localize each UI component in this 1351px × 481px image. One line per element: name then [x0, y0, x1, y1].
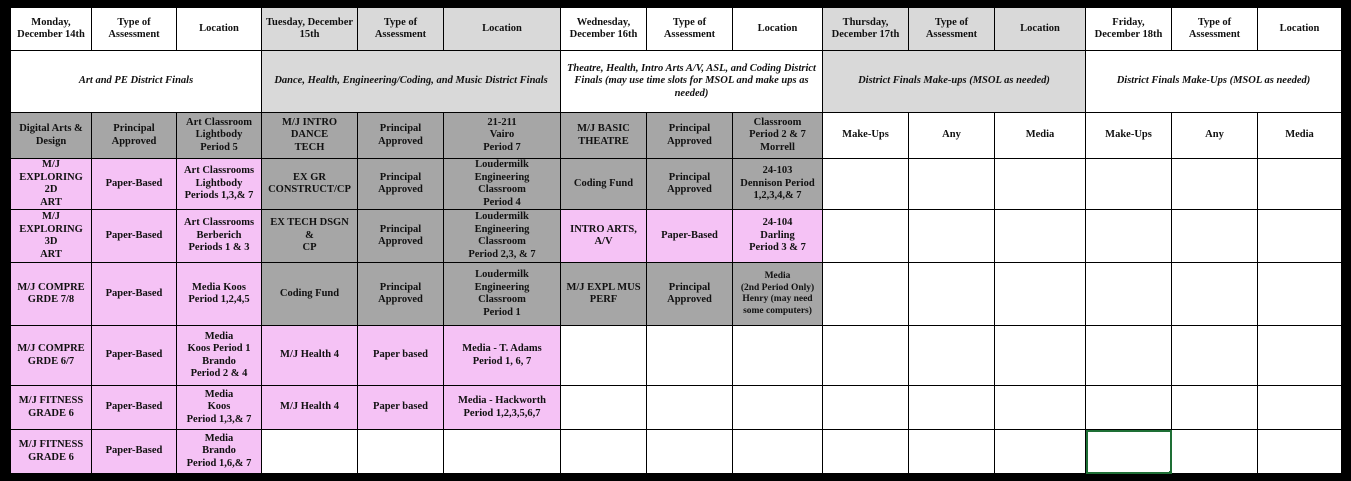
- cell-fri-course[interactable]: Make-Ups: [1086, 113, 1172, 159]
- header-cell-wed-course[interactable]: Wednesday, December 16th: [561, 8, 647, 51]
- cell-tue-location[interactable]: 21-211 Vairo Period 7: [444, 113, 561, 159]
- cell-tue-type[interactable]: Paper based: [358, 386, 444, 430]
- selected-cell[interactable]: [1086, 430, 1172, 474]
- header-cell-mon-course[interactable]: Monday, December 14th: [11, 8, 92, 51]
- header-cell-thu-course[interactable]: Thursday, December 17th: [823, 8, 909, 51]
- cell-tue-course[interactable]: EX TECH DSGN & CP: [262, 210, 358, 263]
- cell-thu-type[interactable]: [909, 159, 995, 210]
- table-row: [11, 263, 1342, 326]
- table-row: [11, 326, 1342, 386]
- cell-tue-course[interactable]: M/J Health 4: [262, 386, 358, 430]
- cell-mon-course[interactable]: M/J FITNESS GRADE 6: [11, 386, 92, 430]
- day-title-cell[interactable]: Theatre, Health, Intro Arts A/V, ASL, and Coding District Finals (may use time slots for MSOL and make ups as needed): [561, 51, 823, 113]
- cell-wed-type[interactable]: Principal Approved: [647, 113, 733, 159]
- cell-fri-course[interactable]: [1086, 263, 1172, 326]
- cell-fri-type[interactable]: Any: [1172, 113, 1258, 159]
- cell-thu-location[interactable]: [995, 326, 1086, 386]
- cell-wed-type[interactable]: Principal Approved: [647, 263, 733, 326]
- cell-fri-course[interactable]: [1086, 326, 1172, 386]
- day-title-cell[interactable]: District Finals Make-ups (MSOL as needed): [823, 51, 1086, 113]
- cell-thu-location[interactable]: [995, 263, 1086, 326]
- cell-fri-location[interactable]: Media: [1258, 113, 1342, 159]
- cell-thu-type[interactable]: [909, 326, 995, 386]
- sheet-body: [11, 8, 1342, 474]
- cell-mon-course[interactable]: Digital Arts & Design: [11, 113, 92, 159]
- table-row: [11, 113, 1342, 159]
- cell-thu-location[interactable]: Media: [995, 113, 1086, 159]
- table-row: [11, 159, 1342, 210]
- cell-mon-course[interactable]: M/J COMPRE GRDE 7/8: [11, 263, 92, 326]
- cell-mon-type[interactable]: Paper-Based: [92, 159, 177, 210]
- cell-thu-type[interactable]: Any: [909, 113, 995, 159]
- cell-mon-type[interactable]: Paper-Based: [92, 210, 177, 263]
- cell-thu-course[interactable]: [823, 263, 909, 326]
- table-row: [11, 210, 1342, 263]
- cell-mon-type[interactable]: Paper-Based: [92, 386, 177, 430]
- cell-tue-course[interactable]: [262, 430, 358, 474]
- cell-tue-location[interactable]: Loudermilk Engineering Classroom Period 1: [444, 263, 561, 326]
- cell-tue-location[interactable]: Media - Hackworth Period 1,2,3,5,6,7: [444, 386, 561, 430]
- cell-mon-course[interactable]: M/J EXPLORING 2D ART: [11, 159, 92, 210]
- cell-thu-type[interactable]: [909, 430, 995, 474]
- day-title-cell[interactable]: District Finals Make-Ups (MSOL as needed): [1086, 51, 1342, 113]
- cell-wed-type[interactable]: Paper-Based: [647, 210, 733, 263]
- cell-wed-location[interactable]: [733, 326, 823, 386]
- cell-wed-course[interactable]: [561, 386, 647, 430]
- cell-mon-course[interactable]: M/J FITNESS GRADE 6: [11, 430, 92, 474]
- cell-wed-course[interactable]: INTRO ARTS, A/V: [561, 210, 647, 263]
- cell-fri-location[interactable]: [1258, 263, 1342, 326]
- cell-wed-type[interactable]: Principal Approved: [647, 159, 733, 210]
- cell-thu-course[interactable]: [823, 386, 909, 430]
- table-row: [11, 386, 1342, 430]
- cell-tue-type[interactable]: Principal Approved: [358, 159, 444, 210]
- cell-mon-type[interactable]: Principal Approved: [92, 113, 177, 159]
- cell-wed-course[interactable]: Coding Fund: [561, 159, 647, 210]
- cell-fri-type[interactable]: [1172, 386, 1258, 430]
- cell-tue-course[interactable]: Coding Fund: [262, 263, 358, 326]
- cell-fri-course[interactable]: [1086, 210, 1172, 263]
- cell-fri-location[interactable]: [1258, 210, 1342, 263]
- header-cell-tue-type[interactable]: Type of Assessment: [358, 8, 444, 51]
- cell-thu-course[interactable]: Make-Ups: [823, 113, 909, 159]
- header-cell-tue-course[interactable]: Tuesday, December 15th: [262, 8, 358, 51]
- header-cell-thu-location[interactable]: Location: [995, 8, 1086, 51]
- cell-fri-location[interactable]: [1258, 326, 1342, 386]
- cell-thu-course[interactable]: [823, 430, 909, 474]
- cell-fri-type[interactable]: [1172, 263, 1258, 326]
- cell-fri-type[interactable]: [1172, 430, 1258, 474]
- cell-thu-type[interactable]: [909, 386, 995, 430]
- cell-thu-course[interactable]: [823, 210, 909, 263]
- cell-mon-location[interactable]: Media Koos Period 1 Brando Period 2 & 4: [177, 326, 262, 386]
- header-row: [11, 8, 1342, 51]
- table-row: [11, 430, 1342, 474]
- schedule-spreadsheet: [10, 7, 1342, 474]
- cell-tue-type[interactable]: Principal Approved: [358, 210, 444, 263]
- cell-mon-type[interactable]: Paper-Based: [92, 326, 177, 386]
- header-cell-tue-location[interactable]: Location: [444, 8, 561, 51]
- cell-wed-location[interactable]: 24-103 Dennison Period 1,2,3,4,& 7: [733, 159, 823, 210]
- cell-fri-course[interactable]: [1086, 386, 1172, 430]
- cell-thu-location[interactable]: [995, 430, 1086, 474]
- cell-mon-location[interactable]: Art Classrooms Berberich Periods 1 & 3: [177, 210, 262, 263]
- cell-mon-location[interactable]: Media Koos Period 1,3,& 7: [177, 386, 262, 430]
- cell-tue-location[interactable]: Media - T. Adams Period 1, 6, 7: [444, 326, 561, 386]
- header-cell-wed-location[interactable]: Location: [733, 8, 823, 51]
- cell-wed-course[interactable]: M/J EXPL MUS PERF: [561, 263, 647, 326]
- header-cell-fri-location[interactable]: Location: [1258, 8, 1342, 51]
- cell-tue-type[interactable]: Principal Approved: [358, 263, 444, 326]
- cell-mon-type[interactable]: Paper-Based: [92, 430, 177, 474]
- header-cell-thu-type[interactable]: Type of Assessment: [909, 8, 995, 51]
- day-title-cell[interactable]: Art and PE District Finals: [11, 51, 262, 113]
- cell-thu-course[interactable]: [823, 326, 909, 386]
- cell-wed-location[interactable]: [733, 430, 823, 474]
- cell-tue-location[interactable]: Loudermilk Engineering Classroom Period 4: [444, 159, 561, 210]
- cell-tue-location[interactable]: Loudermilk Engineering Classroom Period 2,3, & 7: [444, 210, 561, 263]
- cell-fri-type[interactable]: [1172, 326, 1258, 386]
- cell-fri-type[interactable]: [1172, 210, 1258, 263]
- cell-mon-type[interactable]: Paper-Based: [92, 263, 177, 326]
- cell-wed-course[interactable]: [561, 430, 647, 474]
- cell-wed-course[interactable]: [561, 326, 647, 386]
- cell-mon-course[interactable]: M/J EXPLORING 3D ART: [11, 210, 92, 263]
- cell-mon-location[interactable]: Media Koos Period 1,2,4,5: [177, 263, 262, 326]
- header-cell-mon-type[interactable]: Type of Assessment: [92, 8, 177, 51]
- cell-thu-location[interactable]: [995, 159, 1086, 210]
- cell-tue-course[interactable]: M/J Health 4: [262, 326, 358, 386]
- cell-mon-location[interactable]: Art Classroom Lightbody Period 5: [177, 113, 262, 159]
- cell-tue-location[interactable]: [444, 430, 561, 474]
- cell-thu-type[interactable]: [909, 210, 995, 263]
- cell-fri-location[interactable]: [1258, 430, 1342, 474]
- header-cell-fri-type[interactable]: Type of Assessment: [1172, 8, 1258, 51]
- cell-wed-type[interactable]: [647, 326, 733, 386]
- cell-thu-course[interactable]: [823, 159, 909, 210]
- cell-fri-location[interactable]: [1258, 386, 1342, 430]
- cell-tue-type[interactable]: Paper based: [358, 326, 444, 386]
- day-title-cell[interactable]: Dance, Health, Engineering/Coding, and Music District Finals: [262, 51, 561, 113]
- cell-thu-location[interactable]: [995, 210, 1086, 263]
- cell-wed-type[interactable]: [647, 386, 733, 430]
- header-cell-mon-location[interactable]: Location: [177, 8, 262, 51]
- cell-mon-location[interactable]: Art Classrooms Lightbody Periods 1,3,& 7: [177, 159, 262, 210]
- cell-thu-type[interactable]: [909, 263, 995, 326]
- cell-tue-course[interactable]: M/J INTRO DANCE TECH: [262, 113, 358, 159]
- cell-tue-type[interactable]: [358, 430, 444, 474]
- cell-wed-location[interactable]: Classroom Period 2 & 7 Morrell: [733, 113, 823, 159]
- cell-fri-location[interactable]: [1258, 159, 1342, 210]
- cell-tue-type[interactable]: Principal Approved: [358, 113, 444, 159]
- cell-tue-course[interactable]: EX GR CONSTRUCT/CP: [262, 159, 358, 210]
- day-title-row: [11, 51, 1342, 113]
- cell-wed-location[interactable]: [733, 386, 823, 430]
- cell-wed-course[interactable]: M/J BASIC THEATRE: [561, 113, 647, 159]
- cell-wed-location[interactable]: Media (2nd Period Only) Henry (may need some computers): [733, 263, 823, 326]
- cell-wed-type[interactable]: [647, 430, 733, 474]
- header-cell-fri-course[interactable]: Friday, December 18th: [1086, 8, 1172, 51]
- cell-mon-location[interactable]: Media Brando Period 1,6,& 7: [177, 430, 262, 474]
- header-cell-wed-type[interactable]: Type of Assessment: [647, 8, 733, 51]
- cell-mon-course[interactable]: M/J COMPRE GRDE 6/7: [11, 326, 92, 386]
- cell-fri-type[interactable]: [1172, 159, 1258, 210]
- cell-wed-location[interactable]: 24-104 Darling Period 3 & 7: [733, 210, 823, 263]
- cell-thu-location[interactable]: [995, 386, 1086, 430]
- cell-fri-course[interactable]: [1086, 159, 1172, 210]
